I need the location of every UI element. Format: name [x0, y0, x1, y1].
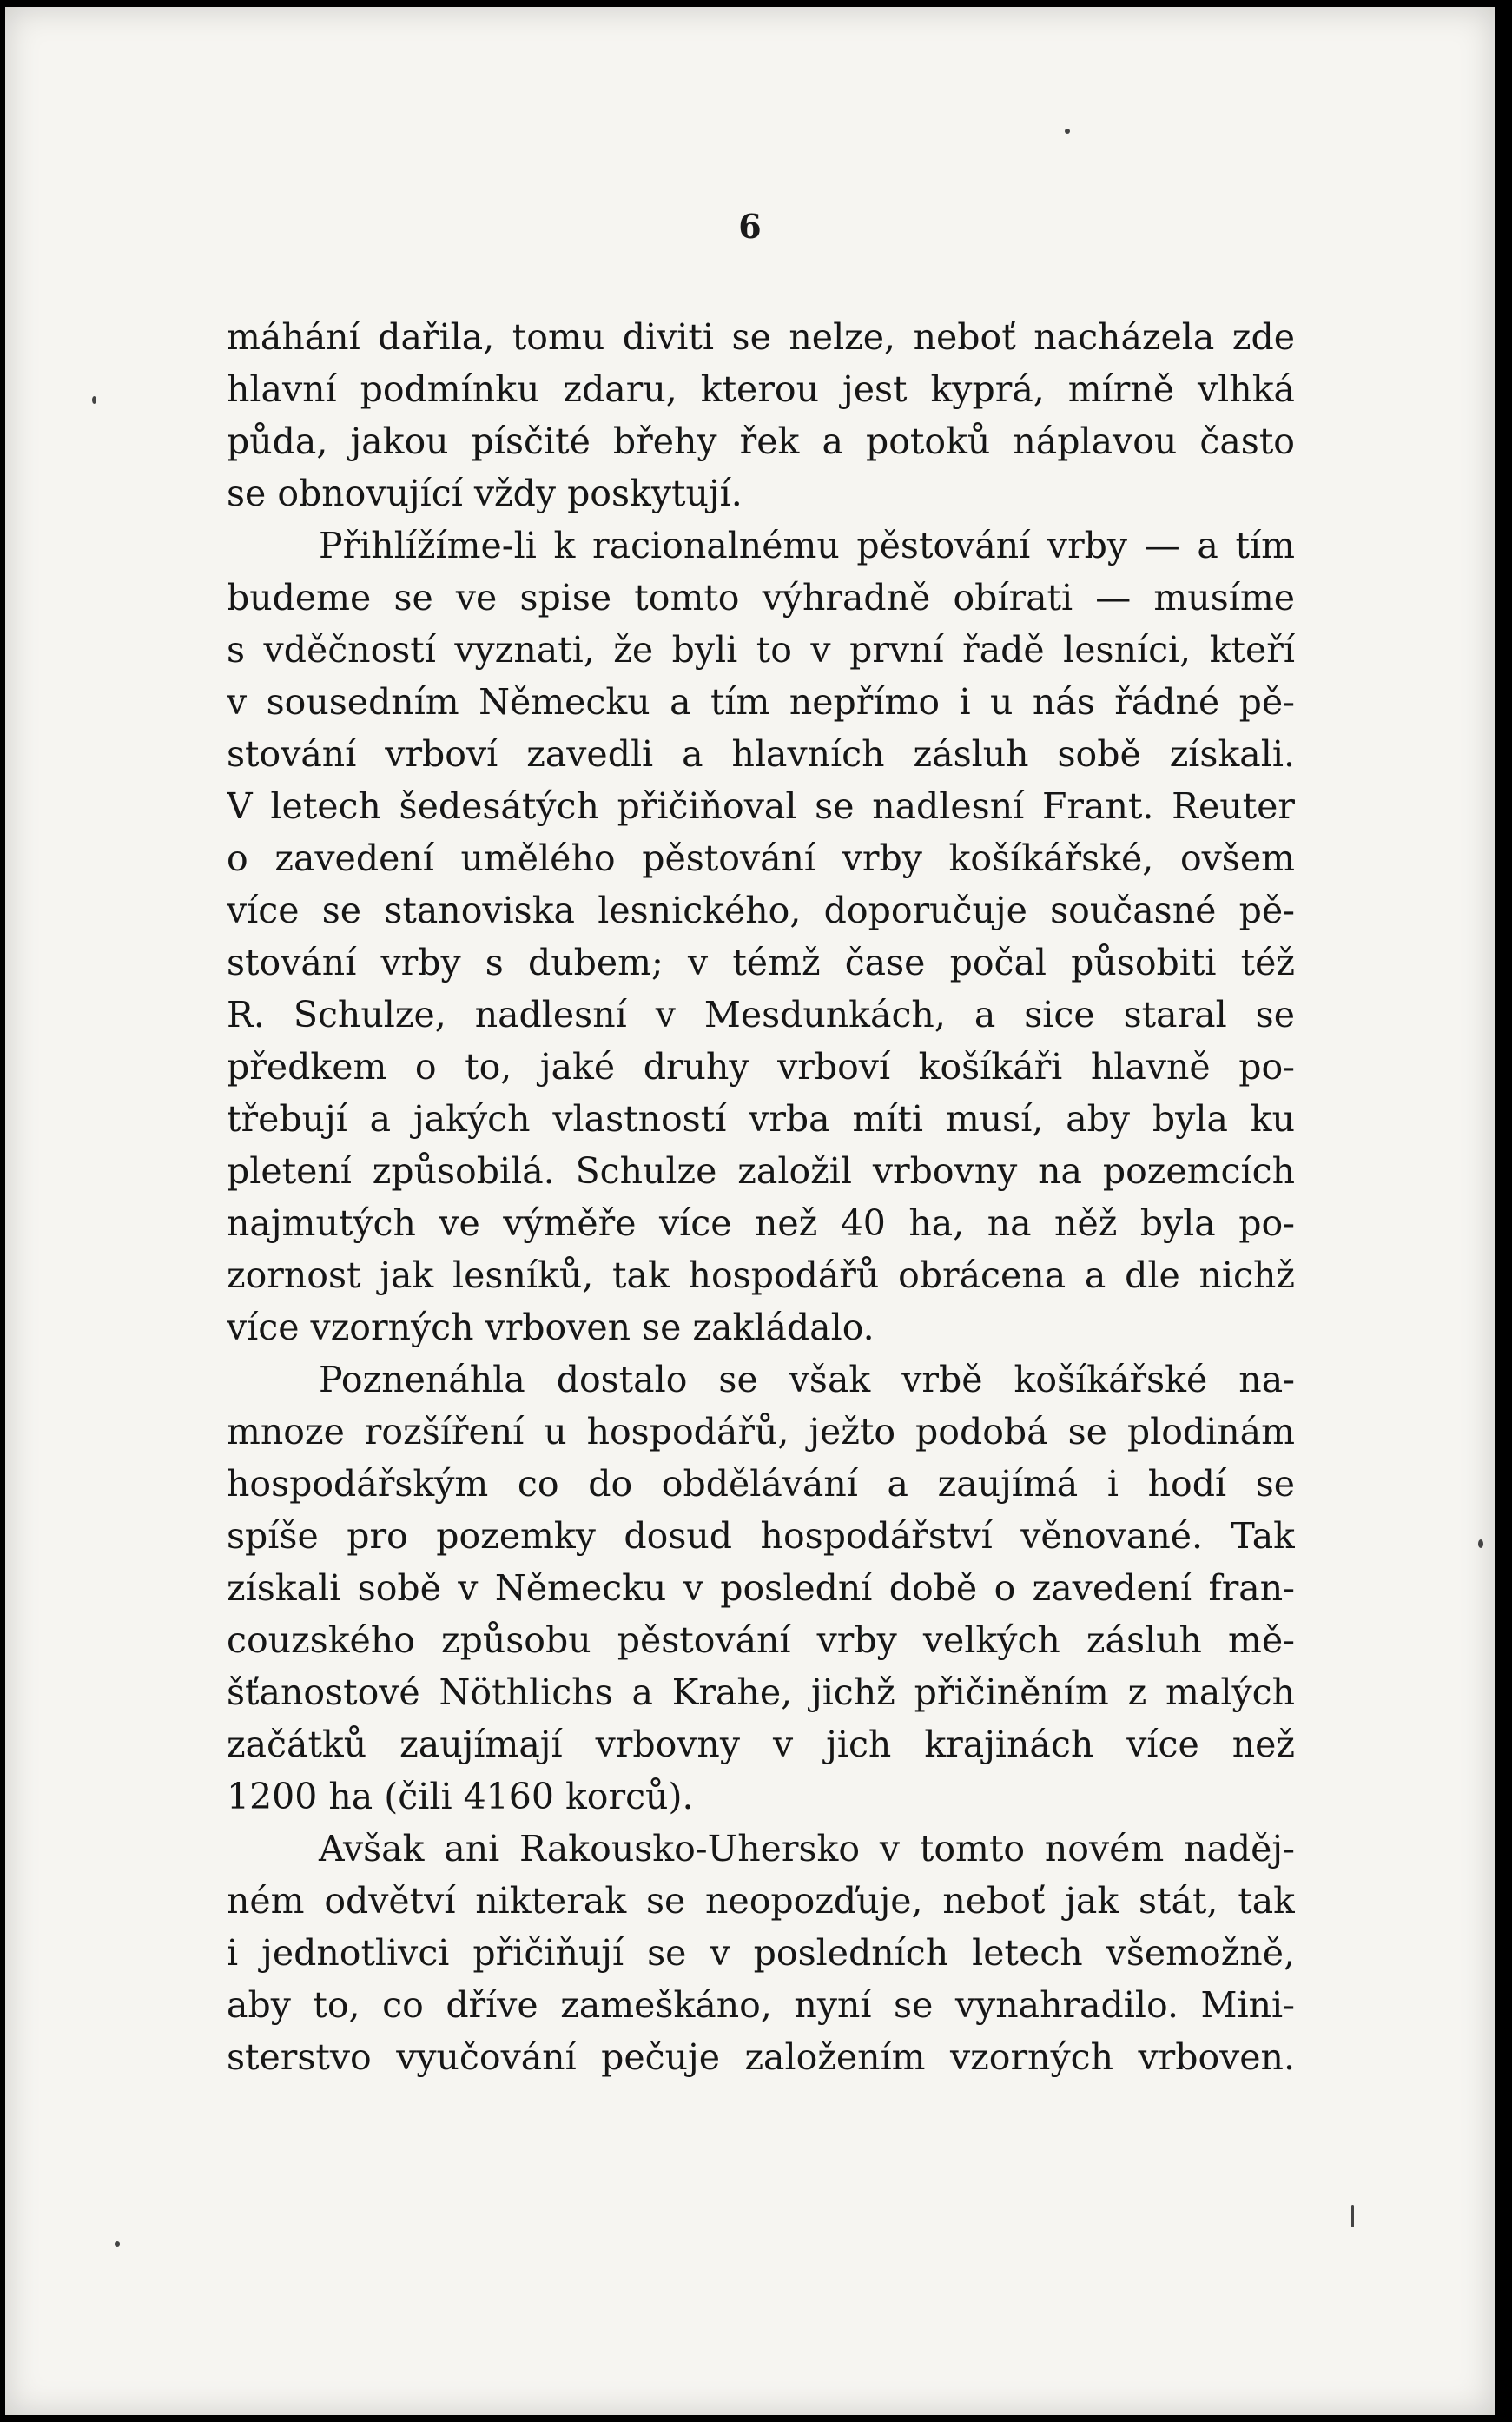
text-line: spíše pro pozemky dosud hospodářství věnované. Tak [227, 1515, 1295, 1557]
scan-speck [1351, 2205, 1354, 2227]
scan-speck [115, 2241, 120, 2247]
text-line: předkem o to, jaké druhy vrboví košíkáři hlavně po- [227, 1046, 1295, 1088]
scan-speck [1478, 1539, 1483, 1548]
text-line: hospodářským co do obdělávání a zaujímá i hodí se [227, 1463, 1295, 1505]
text-line: Avšak ani Rakousko-Uhersko v tomto novém naděj- [319, 1828, 1295, 1869]
text-line: stování vrby s dubem; v témž čase počal působiti též [227, 942, 1295, 983]
text-line: 1200 ha (čili 4160 korců). [227, 1776, 694, 1817]
text-line: R. Schulze, nadlesní v Mesdunkách, a sice staral se [227, 994, 1295, 1036]
text-line: ném odvětví nikterak se neopozďuje, neboť jak stát, tak [227, 1880, 1295, 1922]
text-line: Přihlížíme-li k racionalnému pěstování vrby — a tím [319, 525, 1295, 566]
text-line: hlavní podmínku zdaru, kterou jest kyprá, mírně vlhká [227, 368, 1295, 410]
text-line: získali sobě v Německu v poslední době o zavedení fran- [227, 1567, 1295, 1609]
text-line: s vděčností vyznati, že byli to v první řadě lesníci, kteří [227, 629, 1295, 671]
scan-speck [92, 396, 96, 404]
text-line: začátků zaujímají vrbovny v jich krajinách více než [227, 1724, 1295, 1765]
text-line: se obnovující vždy poskytují. [227, 473, 743, 514]
text-line: mnoze rozšíření u hospodářů, ježto podobá se plodinám [227, 1411, 1295, 1453]
text-line: Poznenáhla dostalo se však vrbě košíkářské na- [319, 1359, 1295, 1400]
text-line: sterstvo vyučování pečuje založením vzorných vrboven. [227, 2036, 1295, 2078]
text-line: v sousedním Německu a tím nepřímo i u nás řádné pě- [227, 681, 1295, 723]
text-line: více vzorných vrboven se zakládalo. [227, 1307, 875, 1348]
body-text [227, 311, 1295, 2083]
text-line: budeme se ve spise tomto výhradně obírati — musíme [227, 577, 1295, 619]
text-line: couzského způsobu pěstování vrby velkých zásluh mě- [227, 1619, 1295, 1661]
text-line: více se stanoviska lesnického, doporučuje současné pě- [227, 890, 1295, 931]
text-line: V letech šedesátých přičiňoval se nadlesní Frant. Reuter [227, 785, 1295, 827]
text-line: aby to, co dříve zameškáno, nyní se vynahradilo. Mini- [227, 1984, 1295, 2026]
page-number: 6 [738, 207, 762, 246]
text-line: najmutých ve výměře více než 40 ha, na něž byla po- [227, 1202, 1295, 1244]
book-page [5, 7, 1495, 2415]
text-line: třebují a jakých vlastností vrba míti musí, aby byla ku [227, 1098, 1295, 1140]
text-line: o zavedení umělého pěstování vrby košíkářské, ovšem [227, 837, 1295, 879]
text-line: zornost jak lesníků, tak hospodářů obrácena a dle nichž [227, 1254, 1295, 1296]
text-line: šťanostové Nöthlichs a Krahe, jichž přičiněním z malých [227, 1671, 1295, 1713]
text-line: stování vrboví zavedli a hlavních zásluh sobě získali. [227, 733, 1295, 775]
text-line: máhání dařila, tomu diviti se nelze, neboť nacházela zde [227, 316, 1295, 358]
text-line: i jednotlivci přičiňují se v posledních letech všemožně, [227, 1932, 1295, 1974]
scan-speck [1065, 129, 1070, 134]
text-line: půda, jakou písčité břehy řek a potoků náplavou často [227, 420, 1295, 462]
text-line: pletení způsobilá. Schulze založil vrbovny na pozemcích [227, 1150, 1295, 1192]
